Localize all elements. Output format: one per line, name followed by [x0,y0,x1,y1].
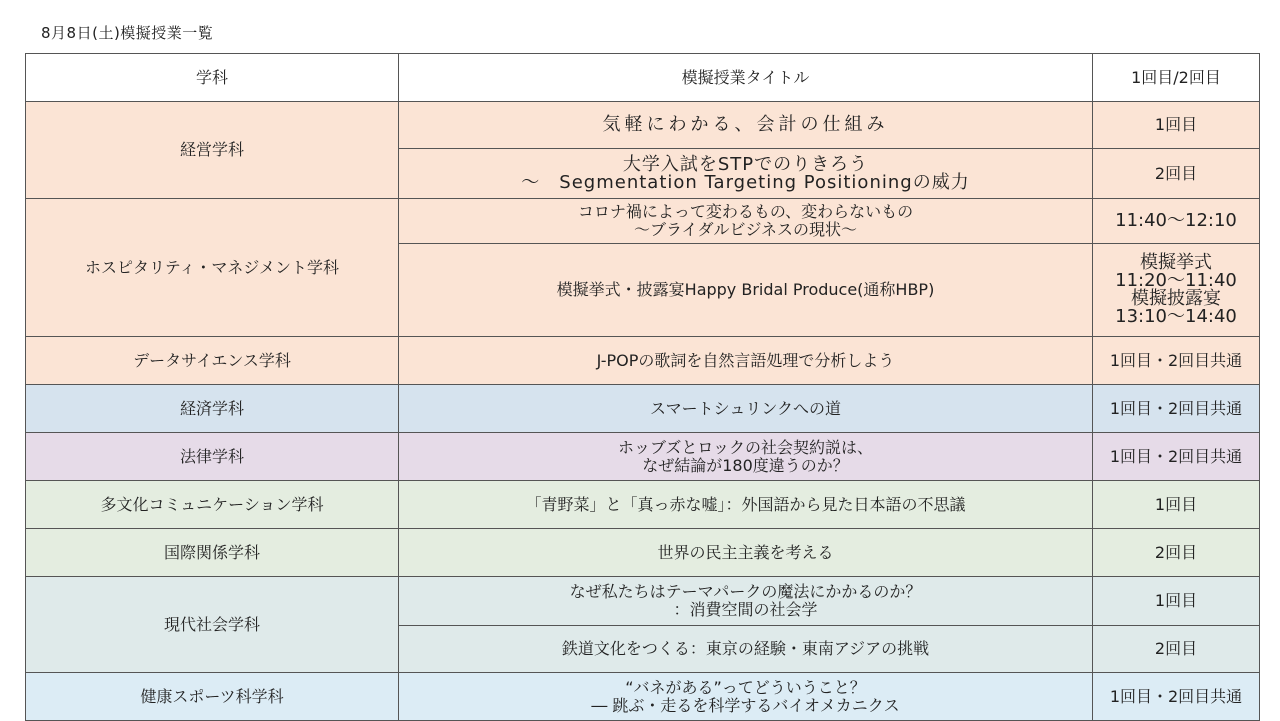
session-cell: 1回目 [1093,577,1260,626]
title-cell: コロナ禍によって変わるもの、変わらないもの ～ブライダルビジネスの現状～ [399,199,1093,244]
table-row [26,385,1260,433]
session-cell: 1回目 [1093,481,1260,529]
session-cell: 2回目 [1093,626,1260,673]
mock-lecture-table [25,53,1260,721]
title-cell: 鉄道文化をつくる：東京の経験・東南アジアの挑戦 [399,626,1093,673]
header-session: 1回目/2回目 [1093,54,1260,102]
table-row [26,199,1260,244]
department-cell: データサイエンス学科 [26,337,399,385]
title-cell: 世界の民主主義を考える [399,529,1093,577]
department-cell: 現代社会学科 [26,577,399,673]
table-header-row [26,54,1260,102]
table-row [26,577,1260,626]
title-cell: 大学入試をSTPでのりきろう ～ Segmentation Targeting Positioningの威力 [399,149,1093,199]
title-cell: J-POPの歌詞を自然言語処理で分析しよう [399,337,1093,385]
title-cell: 「青野菜」と「真っ赤な嘘」：外国語から見た日本語の不思議 [399,481,1093,529]
table-row [26,337,1260,385]
table-row [26,673,1260,721]
session-cell: 2回目 [1093,529,1260,577]
table-row [26,529,1260,577]
title-cell: “バネがある”ってどういうこと？ ― 跳ぶ・走るを科学するバイオメカニクス [399,673,1093,721]
title-cell: 模擬挙式・披露宴Happy Bridal Produce(通称HBP) [399,244,1093,337]
department-cell: 経営学科 [26,102,399,199]
session-cell: 模擬挙式 11:20～11:40 模擬披露宴 13:10～14:40 [1093,244,1260,337]
table-row [26,481,1260,529]
department-cell: 健康スポーツ科学科 [26,673,399,721]
session-cell: 1回目 [1093,102,1260,149]
session-cell: 1回目・2回目共通 [1093,673,1260,721]
title-cell: スマートシュリンクへの道 [399,385,1093,433]
title-cell: なぜ私たちはテーマパークの魔法にかかるのか？ ：消費空間の社会学 [399,577,1093,626]
session-cell: 1回目・2回目共通 [1093,433,1260,481]
session-cell: 1回目・2回目共通 [1093,337,1260,385]
department-cell: 経済学科 [26,385,399,433]
department-cell: 多文化コミュニケーション学科 [26,481,399,529]
page-title: 8月8日(土)模擬授業一覧 [41,24,214,42]
title-cell: 気軽にわかる、会計の仕組み [399,102,1093,149]
header-title: 模擬授業タイトル [399,54,1093,102]
title-cell: ホッブズとロックの社会契約説は、 なぜ結論が180度違うのか？ [399,433,1093,481]
table-row [26,102,1260,149]
table-row [26,433,1260,481]
session-cell: 2回目 [1093,149,1260,199]
department-cell: 法律学科 [26,433,399,481]
session-cell: 1回目・2回目共通 [1093,385,1260,433]
department-cell: 国際関係学科 [26,529,399,577]
header-department: 学科 [26,54,399,102]
department-cell: ホスピタリティ・マネジメント学科 [26,199,399,337]
session-cell: 11:40～12:10 [1093,199,1260,244]
